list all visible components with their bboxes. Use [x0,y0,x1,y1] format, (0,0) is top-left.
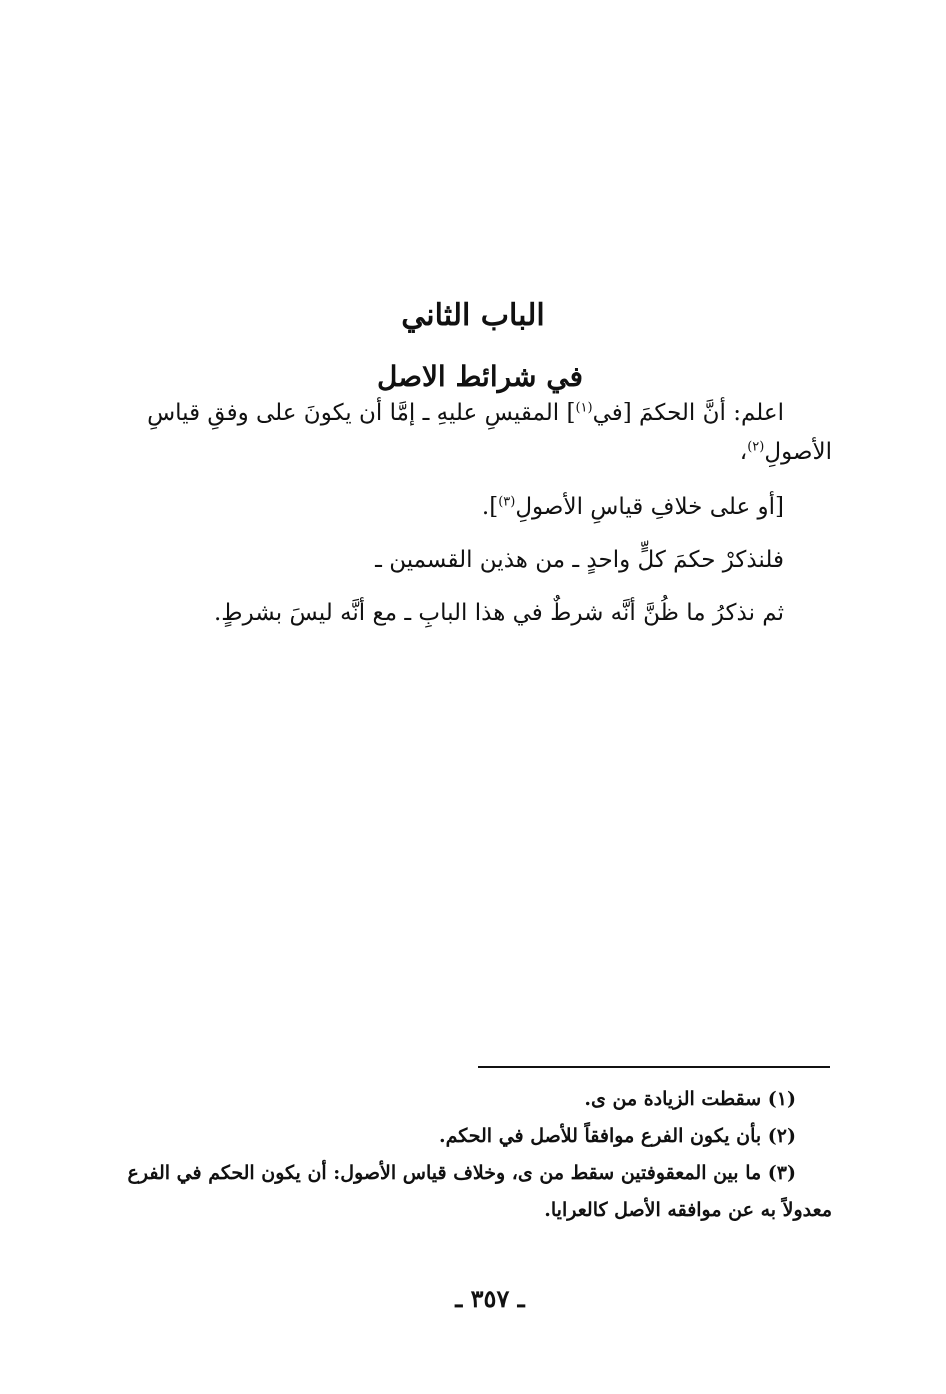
footnote-1: (١) سقطت الزيادة من ى. [584,1088,796,1110]
paragraph-1-line-1: اعلم: أنَّ الحكمَ [في$^{(١)}$] المقيسِ عليهِ ـ إمَّا أن يكونَ على وفقِ قياسِ [147,400,784,426]
footnote-3-line-2: معدولاً به عن موافقه الأصل كالعرايا. [544,1199,832,1221]
page-number: ـ ٣٥٧ ـ [455,1284,525,1313]
footnote-divider [478,1066,830,1068]
chapter-subtitle: في شرائط الاصل [376,360,583,393]
chapter-title: الباب الثاني [401,298,545,333]
footnotes [127,1088,832,1238]
footnote-2: (٢) بأن يكون الفرع موافقاً للأصل في الحكم. [439,1125,796,1147]
footnote-3-line-1: (٣) ما بين المعقوفتين سقط من ى، وخلاف قياس الأصول: أن يكون الحكم في الفرع [127,1162,796,1184]
paragraph-3: فلنذكرْ حكمَ كلٍّ واحدٍ ـ من هذين القسمين ـ [375,547,784,573]
paragraph-1-line-2: الأصولِ$^{(٢)}$، [739,439,832,465]
paragraph-4: ثم نذكرُ ما ظُنَّ أنَّه شرطٌ في هذا البابِ ـ مع أنَّه ليسَ بشرطٍ. [213,600,784,626]
footnote-ref-3: (٣) [498,494,516,510]
paragraph-2: [أو على خلافِ قياسِ الأصولِ$^{(٣)}$]. [481,494,784,520]
footnote-ref-2: (٢) [747,439,765,455]
footnote-ref-1: (١) [575,400,593,416]
body-text [147,400,832,626]
